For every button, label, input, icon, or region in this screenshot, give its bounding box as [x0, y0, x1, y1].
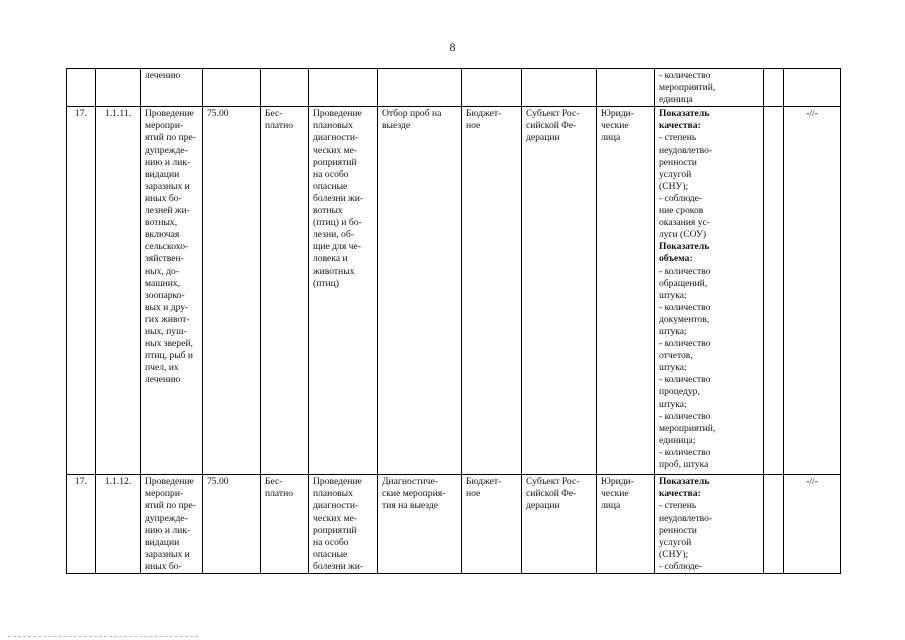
cell-code: 1.1.11.	[96, 107, 141, 475]
cell-same: -//-	[784, 107, 841, 475]
indicator-heading-volume: Показатель объема:	[659, 241, 710, 265]
cell-same	[784, 69, 841, 107]
cell-service-name: лечению	[141, 69, 203, 107]
table-row-1-1-12	[67, 475, 841, 574]
indicator-list-quality: - степень неудовлетво- ренности услугой (СНУ); - соблюде-	[659, 500, 713, 572]
cell-consumer: Субъект Рос- сийской Фе- дерации	[522, 107, 597, 475]
cell-content: Проведение плановых диагности- ческих ме- роприятий на особо опасные болезни жи-	[309, 475, 378, 574]
cell-cost: 75.00	[203, 107, 261, 475]
table-row-continuation	[67, 69, 841, 107]
cell-number	[67, 69, 96, 107]
cell-indicators	[655, 107, 764, 475]
cell-consumer-type	[597, 69, 655, 107]
cell-payment: Бес- платно	[261, 107, 309, 475]
cell-number: 17.	[67, 475, 96, 574]
page-number: 8	[449, 40, 456, 54]
cell-consumer-type: Юриди- ческие лица	[597, 475, 655, 574]
footer-rule	[8, 636, 198, 638]
indicator-heading-quality: Показатель качества:	[659, 476, 710, 500]
cell-consumer	[522, 69, 597, 107]
cell-cost: 75.00	[203, 475, 261, 574]
cell-extra	[764, 69, 784, 107]
cell-service-name: Проведение меропри- ятий по пре- дупрежде- нию и лик- видации заразных и иных бо- лезней жи- вотных, включая сельскохо- зяйствен- ных, до- машних, зоопарко- вых и дру- гих живот- ных, пуш- ных зверей, птиц, рыб и пчел, их лечению	[141, 107, 203, 475]
cell-code	[96, 69, 141, 107]
cell-consumer-type: Юриди- ческие лица	[597, 107, 655, 475]
cell-cost	[203, 69, 261, 107]
cell-category: Бюджет- ное	[462, 475, 522, 574]
cell-payment	[261, 69, 309, 107]
indicator-list-volume: - количество обращений, штука; - количество документов, штука; - количество отчетов, штука; - количество процедур, штука; - количество мероприятий, единица; - количество проб, штука	[659, 265, 716, 470]
cell-payment: Бес- платно	[261, 475, 309, 574]
cell-form: Диагностиче- ские мероприя- тия на выезде	[378, 475, 462, 574]
cell-extra	[764, 475, 784, 574]
indicator-list-quality: - степень неудовлетво- ренности услугой (СНУ); - соблюде- ние сроков оказания ус- луги (СОУ)	[659, 132, 713, 241]
cell-content	[309, 69, 378, 107]
cell-content: Проведение плановых диагности- ческих ме- роприятий на особо опасные болезни жи- вотных (птиц) и бо- лезни, об- щие для че- ловека и животных (птиц)	[309, 107, 378, 475]
cell-extra	[764, 107, 784, 475]
cell-same: -//-	[784, 475, 841, 574]
cell-form: Отбор проб на выезде	[378, 107, 462, 475]
cell-service-name: Проведение меропри- ятий по пре- дупрежде- нию и лик- видации заразных и иных бо-	[141, 475, 203, 574]
cell-form	[378, 69, 462, 107]
cell-indicators: - количество мероприятий, единица	[655, 69, 764, 107]
cell-indicators	[655, 475, 764, 574]
services-registry-table	[66, 68, 841, 574]
cell-category	[462, 69, 522, 107]
table-row-1-1-11	[67, 107, 841, 475]
cell-code: 1.1.12.	[96, 475, 141, 574]
cell-number: 17.	[67, 107, 96, 475]
cell-consumer: Субъект Рос- сийской Фе- дерации	[522, 475, 597, 574]
cell-category: Бюджет- ное	[462, 107, 522, 475]
indicator-heading-quality: Показатель качества:	[659, 108, 710, 132]
